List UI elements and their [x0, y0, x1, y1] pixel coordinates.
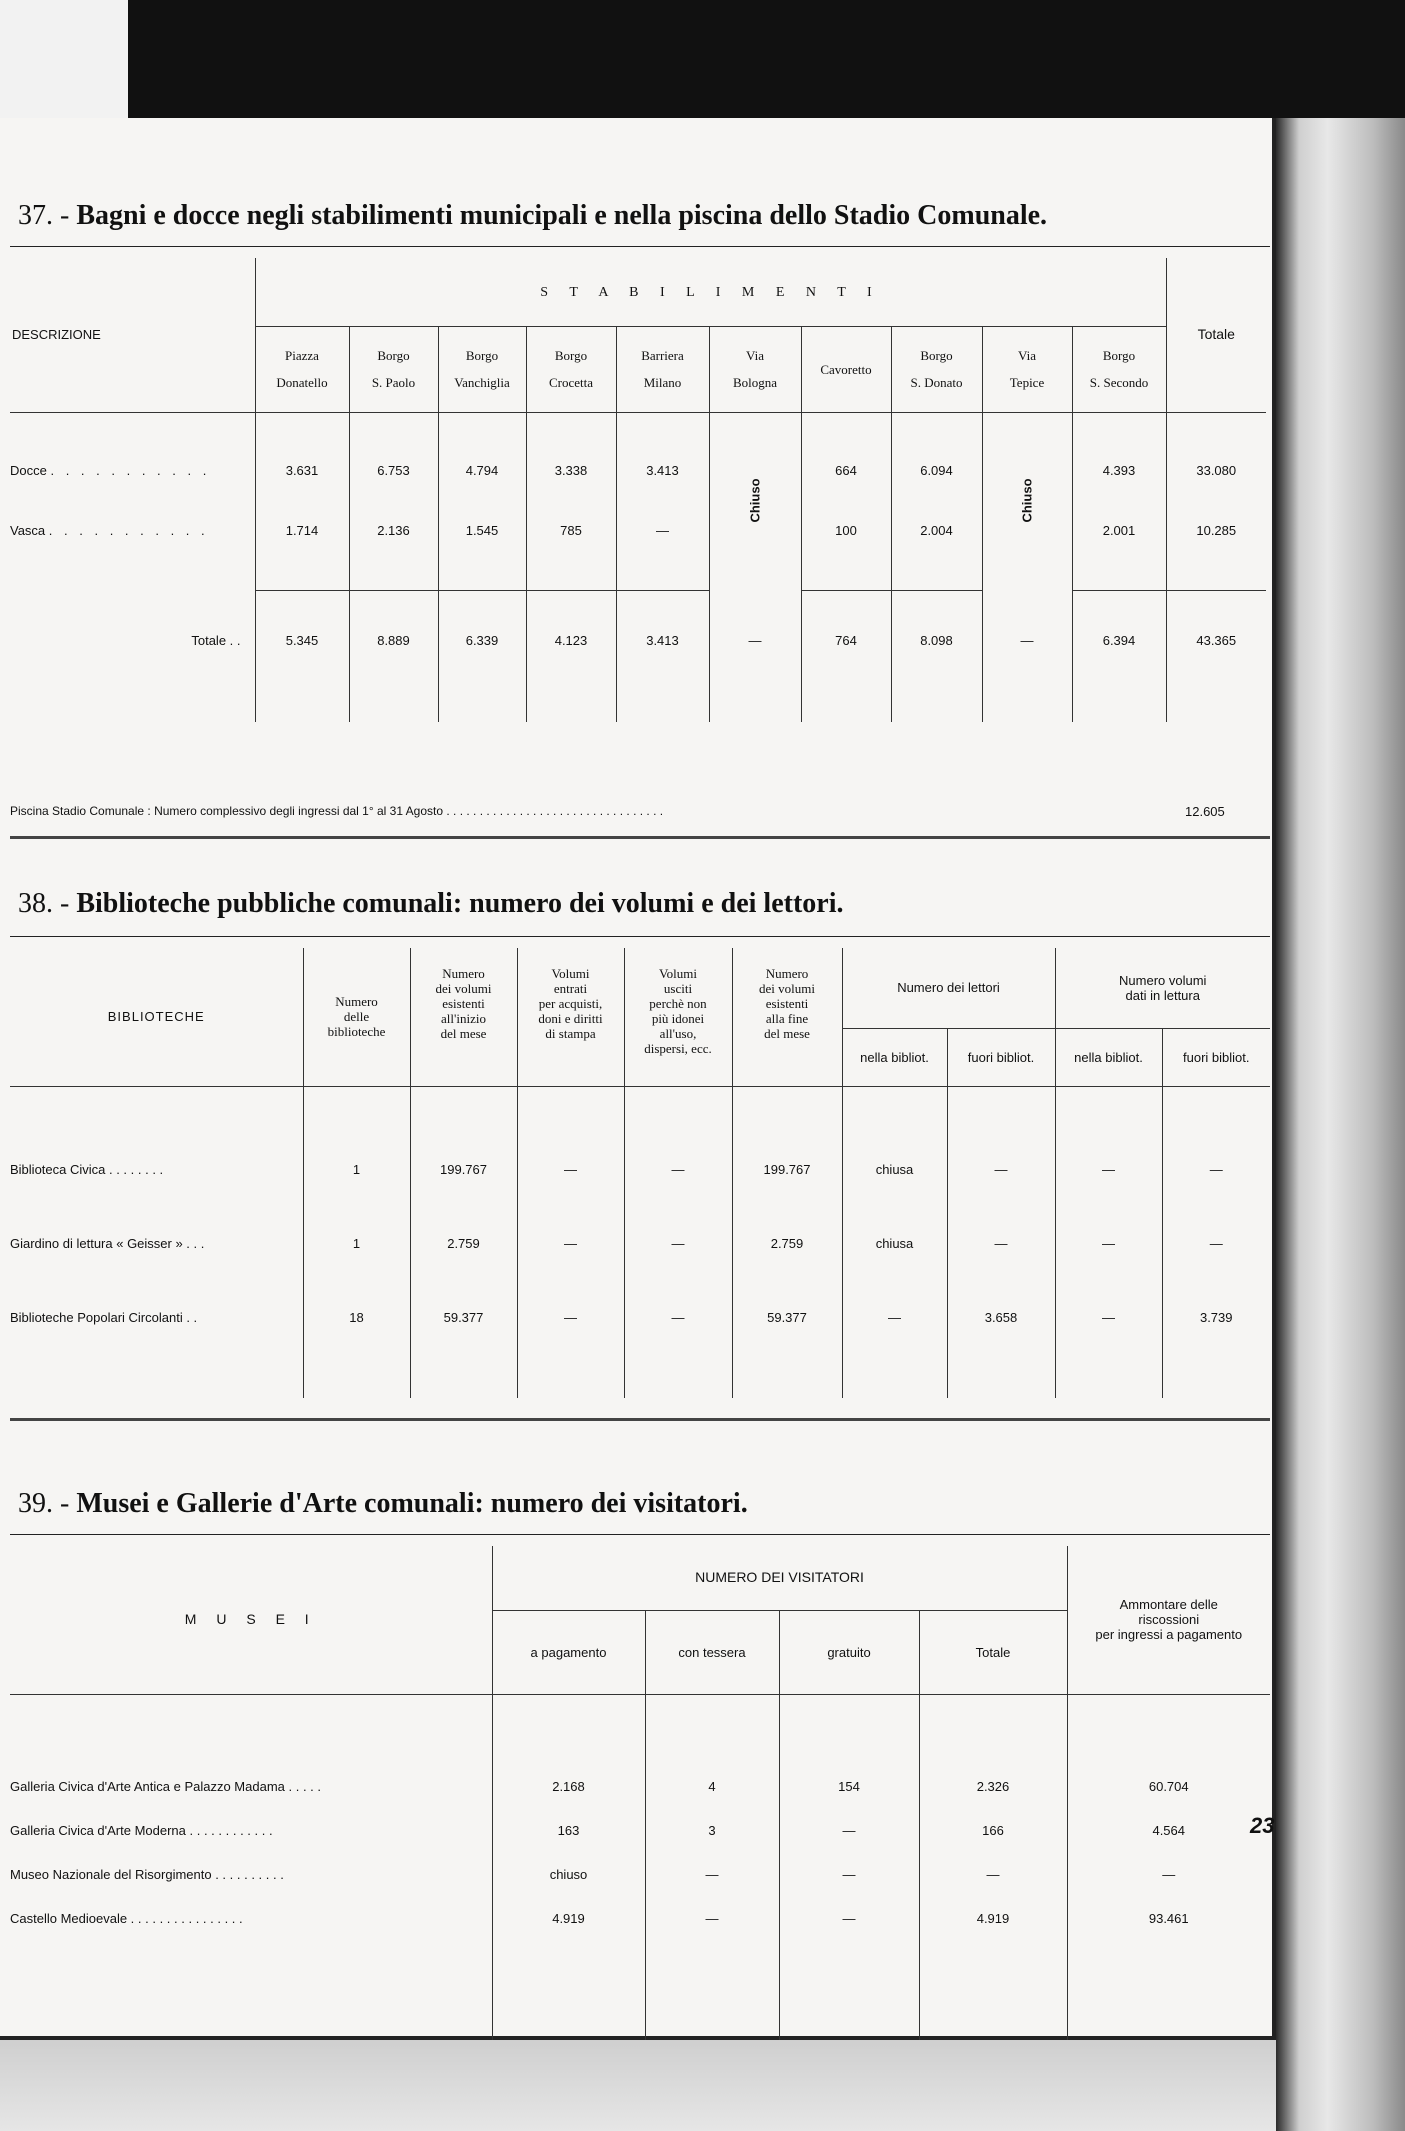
libraries-table — [10, 948, 1270, 1398]
cell: 4.564 — [1152, 1822, 1186, 1838]
h-line: Numero volumi — [1119, 972, 1207, 988]
cell: 166 — [919, 1808, 1067, 1852]
row-label-dots: . . . . . . . . . . . — [48, 522, 209, 538]
col-header-l1: Piazza — [285, 348, 319, 363]
table-row — [10, 1764, 1270, 1808]
volumi-esistenti-fine-header — [732, 948, 842, 1086]
cell: 2.168 — [492, 1764, 645, 1808]
cell: — — [1209, 1235, 1223, 1251]
cell: 199.767 — [732, 1132, 842, 1206]
table-row — [10, 1896, 1270, 1940]
volumi-dati-lettura-header — [1055, 948, 1270, 1028]
cell: 664 — [801, 440, 891, 500]
h-line: entrati — [553, 981, 588, 996]
cell: 4 — [645, 1764, 779, 1808]
h-line: Ammontare delle — [1119, 1597, 1218, 1613]
con-tessera-header: con tessera — [645, 1610, 779, 1694]
col-header-via-bologna — [709, 326, 801, 412]
h-line: Numero — [335, 994, 378, 1010]
cell: 154 — [779, 1764, 919, 1808]
cell: — — [645, 1852, 779, 1896]
chiuso-label: Chiuso — [747, 477, 763, 523]
cell: 3.739 — [1199, 1309, 1233, 1325]
cell: 2.004 — [891, 500, 982, 560]
section-39-title-text: Musei e Gallerie d'Arte comunali: numero dei visitatori. — [76, 1488, 748, 1519]
cell: 2.759 — [732, 1206, 842, 1280]
h-line: per ingressi a pagamento — [1095, 1627, 1243, 1643]
h-line: dei volumi — [435, 981, 492, 996]
cell: 43.365 — [1196, 632, 1237, 648]
cell: 1 — [303, 1132, 410, 1206]
section-37-top-rule — [10, 246, 1270, 247]
h-line: perchè non — [649, 996, 707, 1011]
cell: — — [616, 500, 709, 560]
cell: 4.393 — [1072, 440, 1166, 500]
row-label-text: Vasca — [10, 522, 46, 538]
section-39-number: 39. - — [18, 1488, 70, 1519]
row-label-text: Docce — [10, 462, 47, 478]
col-header-l1: Cavoretto — [820, 361, 872, 377]
cell: — — [1162, 1866, 1176, 1882]
cell: — — [982, 590, 1072, 690]
section-37-number: 37. - — [18, 200, 70, 231]
section-37-title — [18, 200, 1047, 232]
cell: 6.753 — [349, 440, 438, 500]
cell: — — [1209, 1161, 1223, 1177]
row-label-castello-medioevale: Castello Medioevale . . . . . . . . . . . . . . . . — [10, 1896, 492, 1940]
numero-lettori-header: Numero dei lettori — [842, 948, 1055, 1028]
h-line: esistenti — [442, 996, 485, 1011]
cell: 2.326 — [919, 1764, 1067, 1808]
col-header-l2: S. Paolo — [371, 375, 416, 390]
cell: 1 — [303, 1206, 410, 1280]
row-label-biblioteca-civica: Biblioteca Civica . . . . . . . . — [10, 1132, 303, 1206]
document-page — [0, 118, 1276, 2040]
chiuso-label: Chiuso — [1019, 477, 1035, 523]
cell: — — [624, 1206, 732, 1280]
cell: 59.377 — [732, 1280, 842, 1354]
volumi-esistenti-inizio-header — [410, 948, 517, 1086]
row-label-vasca — [10, 500, 255, 560]
scan-right-edge — [1276, 118, 1405, 2131]
totale-header: Totale — [919, 1610, 1067, 1694]
cell: 6.094 — [891, 440, 982, 500]
section-38-bottom-rule — [10, 1418, 1270, 1421]
piscina-footnote: Piscina Stadio Comunale : Numero complessivo degli ingressi dal 1° al 31 Agosto . . . . . . . . . . . . . . . . . . . . . . . . . . . . . . . . . — [10, 804, 664, 818]
cell: — — [1055, 1280, 1162, 1354]
scan-bottom-edge — [0, 2040, 1276, 2131]
chiuso-via-tepice — [982, 440, 1072, 560]
cell: — — [842, 1280, 947, 1354]
col-header-l1: Borgo — [465, 348, 499, 363]
section-38-top-rule — [10, 936, 1270, 937]
col-header-barriera-milano — [616, 326, 709, 412]
table-row — [10, 1852, 1270, 1896]
cell: 1.545 — [438, 500, 526, 560]
row-label-galleria-arte-antica: Galleria Civica d'Arte Antica e Palazzo Madama . . . . . — [10, 1764, 492, 1808]
lettori-nella-bibliot-header: nella bibliot. — [842, 1028, 947, 1086]
cell: — — [779, 1808, 919, 1852]
cell: 2.759 — [410, 1206, 517, 1280]
cell: 3.658 — [947, 1280, 1055, 1354]
h-line: esistenti — [765, 996, 809, 1011]
h-line: usciti — [663, 981, 693, 996]
cell: 764 — [801, 590, 891, 690]
section-38-title — [18, 888, 843, 920]
museums-table — [10, 1546, 1270, 2040]
section-39-top-rule — [10, 1534, 1270, 1535]
descrizione-header: DESCRIZIONE — [10, 258, 255, 412]
col-header-piazza-donatello — [255, 326, 349, 412]
section-38-number: 38. - — [18, 888, 70, 919]
volumi-usciti-header — [624, 948, 732, 1086]
h-line: delle — [343, 1009, 370, 1025]
col-header-borgo-s-secondo — [1072, 326, 1166, 412]
cell: 163 — [492, 1808, 645, 1852]
col-header-l2: S. Secondo — [1089, 375, 1149, 390]
table-row-vasca — [10, 500, 1266, 560]
cell: — — [919, 1852, 1067, 1896]
col-header-l2: Tepice — [1009, 375, 1045, 390]
h-line: riscossioni — [1138, 1612, 1200, 1628]
col-header-l1: Borgo — [920, 348, 953, 363]
cell: chiusa — [842, 1206, 947, 1280]
h-line: dei volumi — [759, 981, 815, 996]
h-line: all'uso, — [659, 1026, 697, 1041]
col-header-l1: Barriera — [641, 348, 684, 363]
cell: — — [517, 1206, 624, 1280]
stabilimenti-header — [255, 258, 1166, 326]
table-row — [10, 1132, 1270, 1206]
cell: — — [947, 1132, 1055, 1206]
col-header-cavoretto — [801, 326, 891, 412]
cell: — — [517, 1280, 624, 1354]
cell: — — [624, 1280, 732, 1354]
col-header-borgo-vanchiglia — [438, 326, 526, 412]
a-pagamento-header: a pagamento — [492, 1610, 645, 1694]
h-line: dispersi, ecc. — [644, 1041, 712, 1056]
h-line: all'inizio — [441, 1011, 486, 1026]
h-line: biblioteche — [327, 1024, 386, 1040]
col-header-via-tepice — [982, 326, 1072, 412]
totale-header: Totale — [1166, 258, 1266, 412]
col-header-l1: Via — [1018, 348, 1036, 363]
cell: 8.098 — [891, 590, 982, 690]
cell: 6.339 — [438, 590, 526, 690]
cell: — — [709, 590, 801, 690]
table-row — [10, 1808, 1270, 1852]
cell: 3 — [645, 1808, 779, 1852]
cell: 3.413 — [616, 590, 709, 690]
cell: 59.377 — [410, 1280, 517, 1354]
cell: — — [779, 1852, 919, 1896]
section-37-title-text: Bagni e docce negli stabilimenti municipali e nella piscina dello Stadio Comunale. — [76, 200, 1048, 231]
cell: chiuso — [492, 1852, 645, 1896]
col-header-l2: Bologna — [732, 375, 778, 390]
numero-visitatori-header: NUMERO DEI VISITATORI — [492, 1546, 1067, 1610]
cell: 4.794 — [438, 440, 526, 500]
cell: 4.919 — [919, 1896, 1067, 1940]
h-line: più idonei — [651, 1011, 705, 1026]
col-header-l1: Borgo — [554, 348, 588, 363]
col-header-l1: Via — [746, 348, 764, 363]
baths-table — [10, 258, 1266, 722]
cell: 5.345 — [255, 590, 349, 690]
lettori-fuori-bibliot-header: fuori bibliot. — [947, 1028, 1055, 1086]
h-line: Volumi — [658, 966, 698, 981]
piscina-footnote-value: 12.605 — [1185, 804, 1225, 819]
cell: 3.338 — [526, 440, 616, 500]
numero-biblioteche-header — [303, 948, 410, 1086]
dati-nella-bibliot-header: nella bibliot. — [1055, 1028, 1162, 1086]
h-line: per acquisti, — [538, 996, 603, 1011]
cell: 60.704 — [1148, 1778, 1189, 1794]
col-header-borgo-crocetta — [526, 326, 616, 412]
col-header-borgo-s-paolo — [349, 326, 438, 412]
row-label-galleria-arte-moderna: Galleria Civica d'Arte Moderna . . . . . . . . . . . . — [10, 1808, 492, 1852]
gratuito-header: gratuito — [779, 1610, 919, 1694]
section-37-bottom-rule — [10, 836, 1270, 839]
cell: 199.767 — [410, 1132, 517, 1206]
row-label-giardino-lettura: Giardino di lettura « Geisser » . . . — [10, 1206, 303, 1280]
h-line: del mese — [440, 1026, 487, 1041]
chiuso-via-bologna — [709, 440, 801, 560]
cell: 10.285 — [1196, 522, 1237, 538]
section-39-title — [18, 1488, 748, 1520]
cell: 4.123 — [526, 590, 616, 690]
col-header-l2: Donatello — [276, 375, 328, 390]
row-label-dots: . . . . . . . . . . . — [50, 462, 211, 478]
cell: 33.080 — [1196, 462, 1237, 478]
row-label-totale: Totale . . — [10, 590, 255, 690]
table-row — [10, 1206, 1270, 1280]
cell: 1.714 — [255, 500, 349, 560]
cell: 18 — [303, 1280, 410, 1354]
h-line: di stampa — [545, 1026, 596, 1041]
h-line: Numero — [442, 966, 485, 981]
col-header-l1: Borgo — [377, 348, 410, 363]
h-line: Volumi — [551, 966, 590, 981]
table-row — [10, 1280, 1270, 1354]
col-header-l2: Milano — [643, 375, 682, 390]
row-label-docce — [10, 440, 255, 500]
table-row-totale — [10, 590, 1266, 690]
h-line: doni e diritti — [538, 1011, 603, 1026]
cell: 3.413 — [616, 440, 709, 500]
h-line: del mese — [764, 1026, 810, 1041]
cell: 4.919 — [492, 1896, 645, 1940]
cell: 2.001 — [1072, 500, 1166, 560]
section-38-title-text: Biblioteche pubbliche comunali: numero dei volumi e dei lettori. — [76, 888, 844, 919]
row-label-biblioteche-popolari: Biblioteche Popolari Circolanti . . — [10, 1280, 303, 1354]
cell: — — [1055, 1132, 1162, 1206]
table-row-docce — [10, 440, 1266, 500]
musei-header: M U S E I — [10, 1546, 492, 1694]
cell: chiusa — [842, 1132, 947, 1206]
ammontare-header — [1067, 1546, 1270, 1694]
cell: 6.394 — [1072, 590, 1166, 690]
cell: 93.461 — [1148, 1910, 1189, 1926]
col-header-l1: Borgo — [1102, 348, 1136, 363]
cell: 100 — [801, 500, 891, 560]
volumi-entrati-header — [517, 948, 624, 1086]
col-header-l2: Vanchiglia — [454, 375, 510, 390]
cell: 8.889 — [349, 590, 438, 690]
cell: — — [779, 1896, 919, 1940]
cell: — — [1055, 1206, 1162, 1280]
stabilimenti-header-text: S T A B I L I M E N T I — [540, 284, 881, 300]
h-line: Numero — [765, 966, 809, 981]
col-header-l2: S. Donato — [910, 375, 963, 390]
cell: 2.136 — [349, 500, 438, 560]
h-line: alla fine — [765, 1011, 809, 1026]
cell: 3.631 — [255, 440, 349, 500]
cell: — — [645, 1896, 779, 1940]
cell: 785 — [526, 500, 616, 560]
row-label-museo-risorgimento: Museo Nazionale del Risorgimento . . . . . . . . . . — [10, 1852, 492, 1896]
cell: — — [624, 1132, 732, 1206]
page-number: 23 — [1250, 1813, 1275, 1838]
scan-white-corner — [0, 0, 128, 118]
h-line: dati in lettura — [1125, 987, 1200, 1003]
col-header-l2: Crocetta — [548, 375, 594, 390]
cell: — — [517, 1132, 624, 1206]
biblioteche-header: BIBLIOTECHE — [10, 948, 303, 1086]
cell: — — [947, 1206, 1055, 1280]
dati-fuori-bibliot-header: fuori bibliot. — [1162, 1028, 1270, 1086]
col-header-borgo-s-donato — [891, 326, 982, 412]
